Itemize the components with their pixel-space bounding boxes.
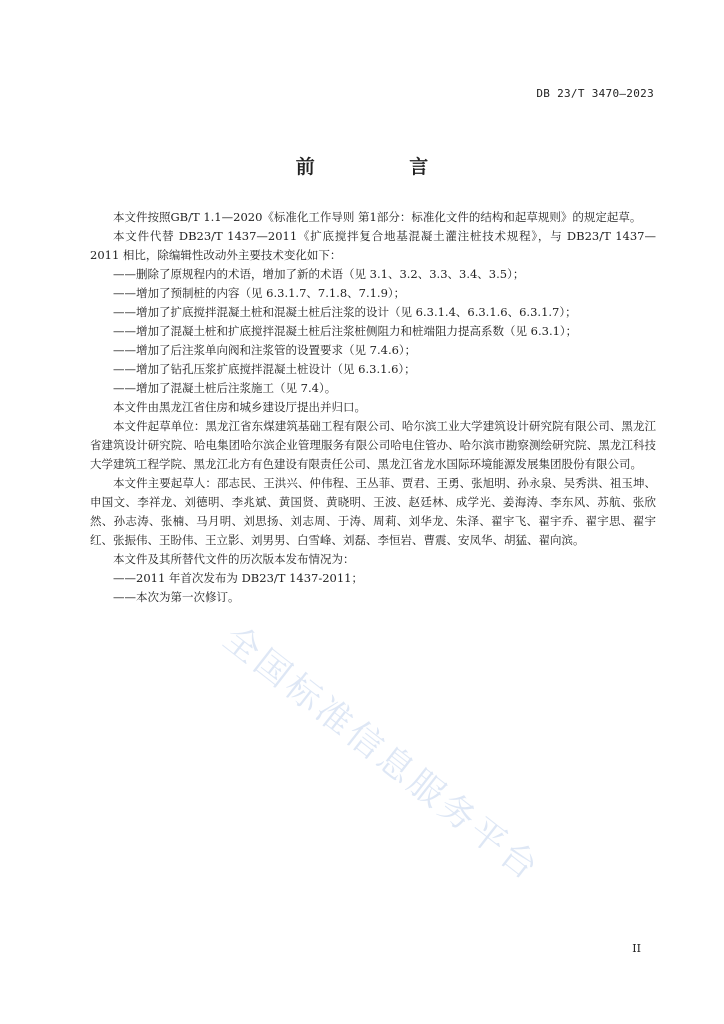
paragraph-history-intro: 本文件及其所替代文件的历次版本发布情况为： <box>113 552 355 566</box>
page-title: 前 言 <box>295 156 473 178</box>
foreword-body <box>90 208 656 607</box>
paragraph-drafting-units: 本文件起草单位：黑龙江省东煤建筑基础工程有限公司、哈尔滨工业大学建筑设计研究院有限公司、黑龙江省建筑设计研究院、哈电集团哈尔滨企业管理服务有限公司哈电住管办、哈尔滨市勘察测绘研究院、黑龙江科技大学建筑工程学院、黑龙江北方有色建设有限责任公司、黑龙江省龙水国际环境能源发展集团股份有限公司。 <box>90 419 656 471</box>
change-item: ——增加了后注浆单向阀和注浆管的设置要求（见 7.4.6）； <box>113 343 417 357</box>
watermark: 全国标准信息服务平台 <box>215 618 548 890</box>
document-code: DB 23/T 3470—2023 <box>536 87 654 100</box>
paragraph-proposer: 本文件由黑龙江省住房和城乡建设厅提出并归口。 <box>113 400 366 414</box>
change-item: ——增加了钻孔压浆扩底搅拌混凝土桩设计（见 6.3.1.6）； <box>113 362 416 376</box>
history-item: ——本次为第一次修订。 <box>113 590 240 604</box>
change-item: ——增加了混凝土桩后注浆施工（见 7.4）。 <box>113 381 337 395</box>
history-item: ——2011 年首次发布为 DB23/T 1437-2011； <box>113 571 364 585</box>
page-number: II <box>632 942 641 955</box>
paragraph-drafting-rules: 本文件按照GB/T 1.1—2020《标准化工作导则 第1部分：标准化文件的结构和起草规则》的规定起草。 <box>113 210 642 224</box>
paragraph-drafters: 本文件主要起草人：邵志民、王洪兴、仲伟程、王丛菲、贾君、王勇、张旭明、孙永泉、吴秀洪、祖玉坤、申国文、李祥龙、刘德明、李兆斌、黄国贤、黄晓明、王波、赵廷林、成学光、姜海涛、李东风、苏航、张欣然、孙志涛、张楠、马月明、刘思扬、刘志周、于涛、周莉、刘华龙、朱泽、翟宇飞、翟宇乔、翟宇思、翟宇红、张振伟、王盼伟、王立影、刘男男、白雪峰、刘磊、李恒岩、曹震、安凤华、胡猛、翟向滨。 <box>90 476 656 547</box>
change-item: ——增加了混凝土桩和扩底搅拌混凝土桩后注浆桩侧阻力和桩端阻力提高系数（见 6.3.1）； <box>113 324 578 338</box>
change-item: ——增加了预制桩的内容（见 6.3.1.7、7.1.8、7.1.9）； <box>113 286 406 300</box>
paragraph-replacement: 本文件代替 DB23/T 1437—2011《扩底搅拌复合地基混凝土灌注桩技术规程》，与 DB23/T 1437—2011 相比，除编辑性改动外主要技术变化如下： <box>90 229 656 262</box>
change-item: ——增加了扩底搅拌混凝土桩和混凝土桩后注浆的设计（见 6.3.1.4、6.3.1.6、6.3.1.7）； <box>113 305 577 319</box>
change-item: ——删除了原规程内的术语，增加了新的术语（见 3.1、3.2、3.3、3.4、3.5）； <box>113 267 525 281</box>
